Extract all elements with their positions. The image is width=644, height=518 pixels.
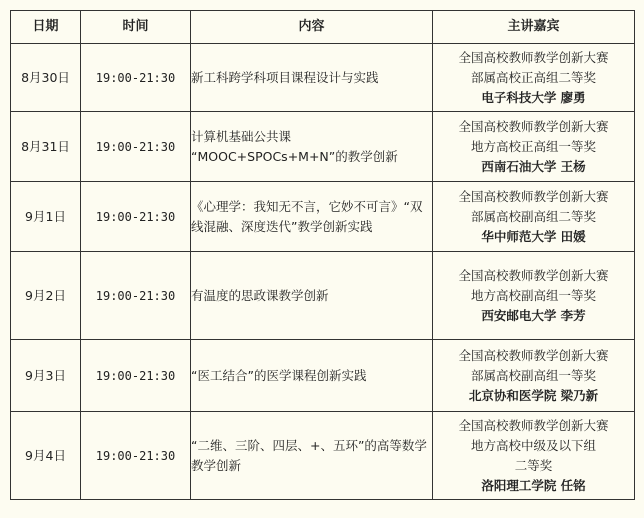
date-cell: 9月3日 xyxy=(11,340,81,412)
content-cell xyxy=(191,182,433,252)
content-line: “二维、三阶、四层、+、五环”的高等数学教学创新 xyxy=(191,437,427,473)
award-line-2: 部属高校副高组一等奖 xyxy=(470,367,596,383)
award-line-1: 全国高校教师教学创新大赛 xyxy=(458,49,609,65)
speaker-cell xyxy=(433,112,635,182)
award-line-1: 全国高校教师教学创新大赛 xyxy=(458,118,609,134)
award-line-1: 全国高校教师教学创新大赛 xyxy=(458,188,609,204)
time-cell: 19:00-21:30 xyxy=(81,182,191,252)
date-cell: 8月31日 xyxy=(11,112,81,182)
content-line: 《心理学：我知无不言，它妙不可言》“双线混融、深度迭代”教学创新实践 xyxy=(191,198,423,234)
header-date: 日期 xyxy=(11,11,81,44)
schedule-table xyxy=(10,10,635,500)
speaker-name: 华中师范大学 田媛 xyxy=(481,228,586,244)
content-line: 计算机基础公共课 xyxy=(191,128,292,144)
speaker-name: 西南石油大学 王杨 xyxy=(481,158,586,174)
award-line-2: 地方高校副高组一等奖 xyxy=(470,287,596,303)
table-row xyxy=(11,112,635,182)
speaker-name: 电子科技大学 廖勇 xyxy=(481,89,586,105)
table-row xyxy=(11,182,635,252)
time-cell: 19:00-21:30 xyxy=(81,412,191,500)
award-line-2: 地方高校中级及以下组 xyxy=(470,437,596,453)
speaker-cell xyxy=(433,252,635,340)
header-row xyxy=(11,11,635,44)
speaker-name: 洛阳理工学院 任铭 xyxy=(481,477,586,493)
date-cell: 9月1日 xyxy=(11,182,81,252)
speaker-cell xyxy=(433,340,635,412)
award-line-2: 部属高校副高组二等奖 xyxy=(470,208,596,224)
speaker-name: 西安邮电大学 李芳 xyxy=(481,307,586,323)
award-line-3: 二等奖 xyxy=(514,457,553,473)
header-speaker: 主讲嘉宾 xyxy=(433,11,635,44)
speaker-cell xyxy=(433,182,635,252)
table-row xyxy=(11,252,635,340)
date-cell: 8月30日 xyxy=(11,44,81,112)
table-row xyxy=(11,340,635,412)
award-line-1: 全国高校教师教学创新大赛 xyxy=(458,267,609,283)
table-row xyxy=(11,44,635,112)
date-cell: 9月4日 xyxy=(11,412,81,500)
speaker-cell xyxy=(433,44,635,112)
content-cell xyxy=(191,252,433,340)
award-line-2: 部属高校正高组二等奖 xyxy=(470,69,596,85)
award-line-2: 地方高校正高组一等奖 xyxy=(470,138,596,154)
content-line: 新工科跨学科项目课程设计与实践 xyxy=(191,69,379,85)
table-row xyxy=(11,412,635,500)
award-line-1: 全国高校教师教学创新大赛 xyxy=(458,417,609,433)
header-content: 内容 xyxy=(191,11,433,44)
time-cell: 19:00-21:30 xyxy=(81,340,191,412)
date-cell: 9月2日 xyxy=(11,252,81,340)
speaker-cell xyxy=(433,412,635,500)
award-line-1: 全国高校教师教学创新大赛 xyxy=(458,347,609,363)
time-cell: 19:00-21:30 xyxy=(81,112,191,182)
speaker-name: 北京协和医学院 梁乃新 xyxy=(468,387,599,403)
content-line: “MOOC+SPOCs+M+N”的教学创新 xyxy=(191,148,398,164)
content-cell xyxy=(191,340,433,412)
content-cell xyxy=(191,44,433,112)
content-cell xyxy=(191,412,433,500)
header-time: 时间 xyxy=(81,11,191,44)
content-line: “医工结合”的医学课程创新实践 xyxy=(191,367,367,383)
content-line: 有温度的思政课教学创新 xyxy=(191,287,329,303)
content-cell xyxy=(191,112,433,182)
time-cell: 19:00-21:30 xyxy=(81,44,191,112)
time-cell: 19:00-21:30 xyxy=(81,252,191,340)
